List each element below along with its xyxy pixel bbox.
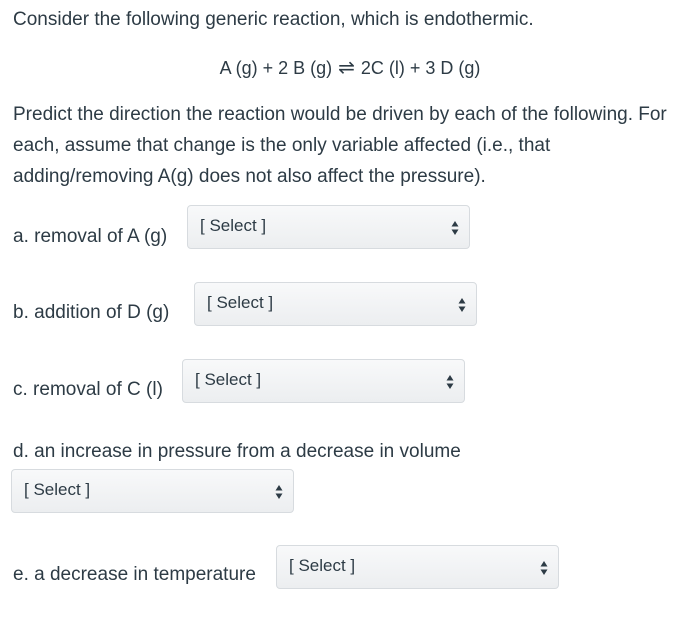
question-a-label: a. removal of A (g) xyxy=(13,226,168,247)
select-value: [ Select ] xyxy=(195,370,262,389)
select-value: [ Select ] xyxy=(24,480,91,499)
question-c-label: c. removal of C (l) xyxy=(13,379,163,400)
question-d-label: d. an increase in pressure from a decrease in volume xyxy=(13,441,461,462)
question-a-select[interactable] xyxy=(187,205,470,249)
updown-arrows-icon xyxy=(540,560,548,576)
question-b-select[interactable] xyxy=(194,282,477,326)
question-e-select[interactable] xyxy=(276,545,559,589)
question-d-select[interactable] xyxy=(11,469,294,513)
equation-reactants: A (g) + 2 B (g) xyxy=(219,58,333,78)
equation-products: 2C (l) + 3 D (g) xyxy=(360,58,481,78)
question-e-label: e. a decrease in temperature xyxy=(13,564,256,585)
select-value: [ Select ] xyxy=(207,293,274,312)
question-b-label: b. addition of D (g) xyxy=(13,302,170,323)
updown-arrows-icon xyxy=(446,374,454,390)
updown-arrows-icon xyxy=(458,297,466,313)
intro-text: Consider the following generic reaction, which is endothermic. xyxy=(13,9,534,30)
updown-arrows-icon xyxy=(451,220,459,236)
select-value: [ Select ] xyxy=(200,216,267,235)
instructions-text: Predict the direction the reaction would be driven by each of the following. For each, assume that change is the only variable affected (i.e., that adding/removing A(g) does not also affect the pressure). xyxy=(13,104,667,187)
question-c-select[interactable] xyxy=(182,359,465,403)
reaction-equation xyxy=(0,55,700,81)
updown-arrows-icon xyxy=(275,484,283,500)
select-value: [ Select ] xyxy=(289,556,356,575)
equilibrium-arrow: ⇌ xyxy=(338,57,355,79)
